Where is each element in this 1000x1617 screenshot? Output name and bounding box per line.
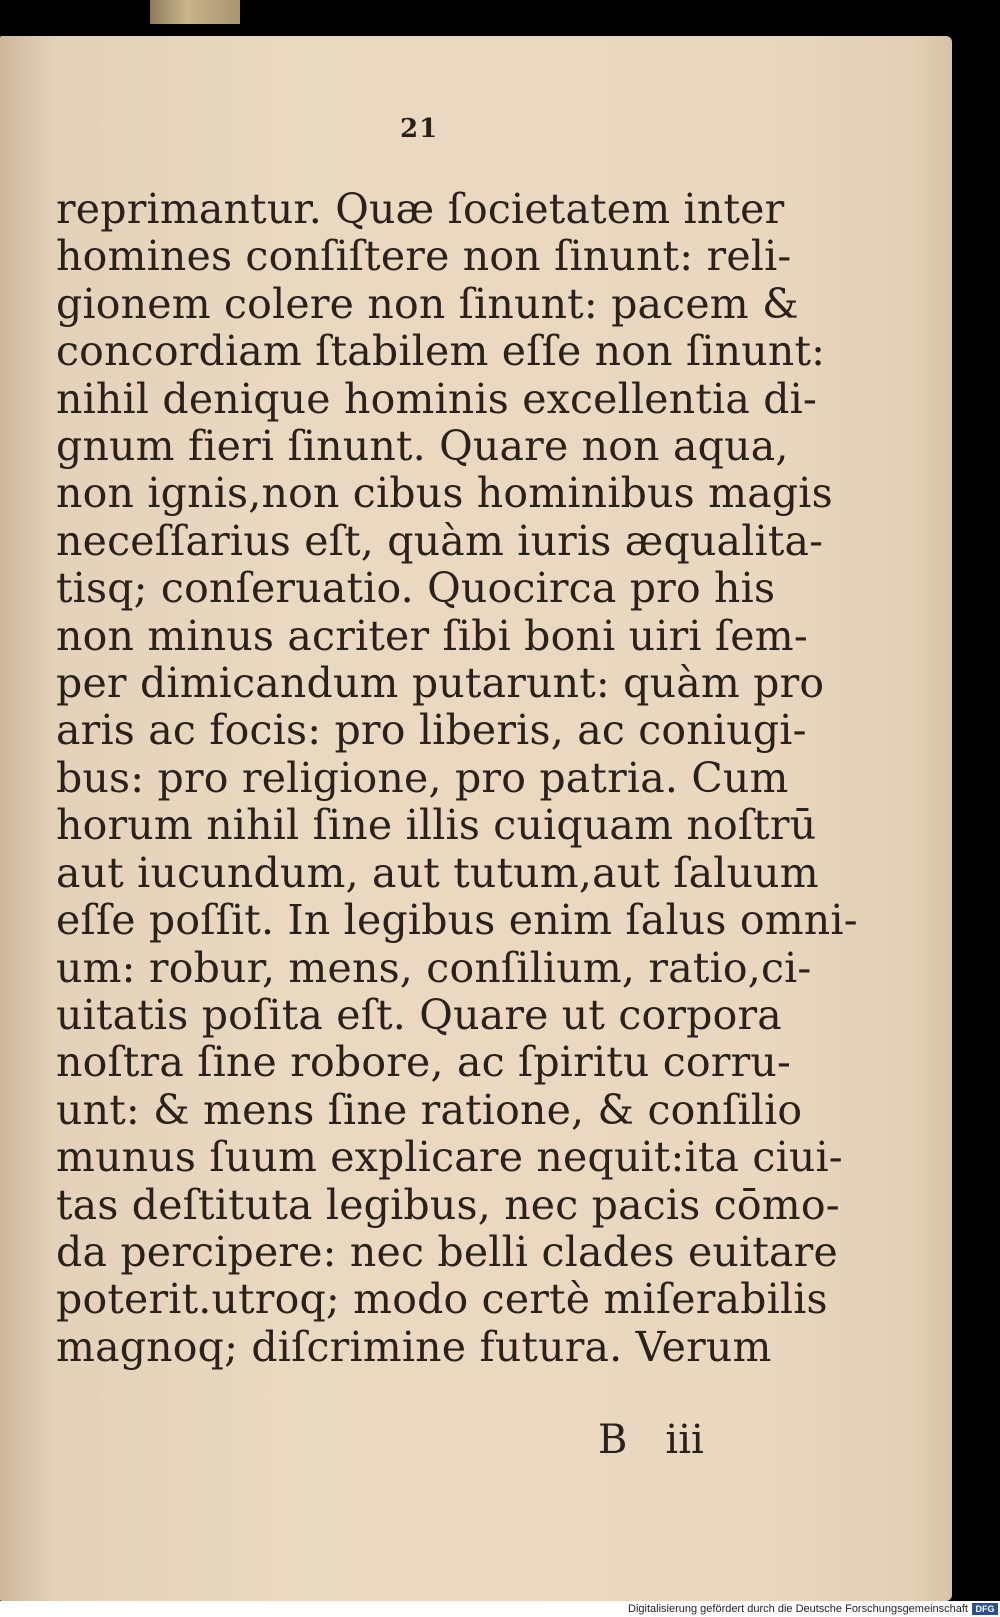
signature-numeral: iii (665, 1417, 704, 1463)
text-line: aris ac focis: pro liberis, ac coniugi- (56, 706, 807, 755)
text-line: nihil denique hominis excellentia di- (56, 374, 818, 423)
text-line: magnoq; diſcrimine futura. Verum (56, 1322, 772, 1371)
footer-bar (0, 1601, 1000, 1617)
text-line: um: robur, mens, conſilium, ratio,ci- (56, 943, 812, 992)
text-line: noſtra ſine robore, ac ſpiritu corru- (56, 1038, 792, 1087)
text-line: poterit.utroq; modo certè miſerabilis (56, 1275, 828, 1324)
text-line: concordiam ſtabilem eſſe non ſinunt: (56, 327, 826, 376)
text-line: tisq; conſeruatio. Quocirca pro his (56, 564, 776, 613)
text-line: uitatis poſita eſt. Quare ut corpora (56, 990, 782, 1039)
text-line: tas deſtituta legibus, nec pacis cōmo- (56, 1180, 840, 1229)
signature-letter: B (598, 1417, 628, 1463)
text-line: aut iucundum, aut tutum,aut ſaluum (56, 848, 819, 897)
text-line: gnum fieri ſinunt. Quare non aqua, (56, 422, 789, 471)
text-line: non minus acriter ſibi boni uiri ſem- (56, 611, 808, 660)
text-line: unt: & mens ſine ratione, & conſilio (56, 1085, 803, 1134)
text-block (56, 185, 858, 1371)
text-line: bus: pro religione, pro patria. Cum (56, 753, 789, 802)
text-line: reprimantur. Quæ ſocietatem inter (56, 185, 785, 233)
text-line: neceſſarius eſt, quàm iuris æqualita- (56, 516, 824, 565)
text-line: gionem colere non ſinunt: pacem & (56, 279, 799, 328)
book-page (0, 36, 952, 1601)
text-line: eſſe poſſit. In legibus enim ſalus omni- (56, 896, 858, 945)
dfg-logo: DFG (972, 1603, 998, 1615)
text-line: munus ſuum explicare nequit:ita ciui- (56, 1133, 843, 1182)
page-number: 21 (400, 114, 439, 144)
text-line: da percipere: nec belli clades euitare (56, 1227, 838, 1276)
text-line: homines conſiſtere non ſinunt: reli- (56, 232, 792, 281)
signature-mark (598, 1417, 704, 1463)
text-line: horum nihil ſine illis cuiquam noſtrū (56, 801, 817, 850)
text-line: non ignis,non cibus hominibus magis (56, 469, 833, 518)
footer-credit: Digitalisierung gefördert durch die Deutsche Forschungsgemeinschaft (628, 1603, 968, 1615)
text-line: per dimicandum putarunt: quàm pro (56, 659, 825, 708)
book-edge-strip (150, 0, 240, 24)
